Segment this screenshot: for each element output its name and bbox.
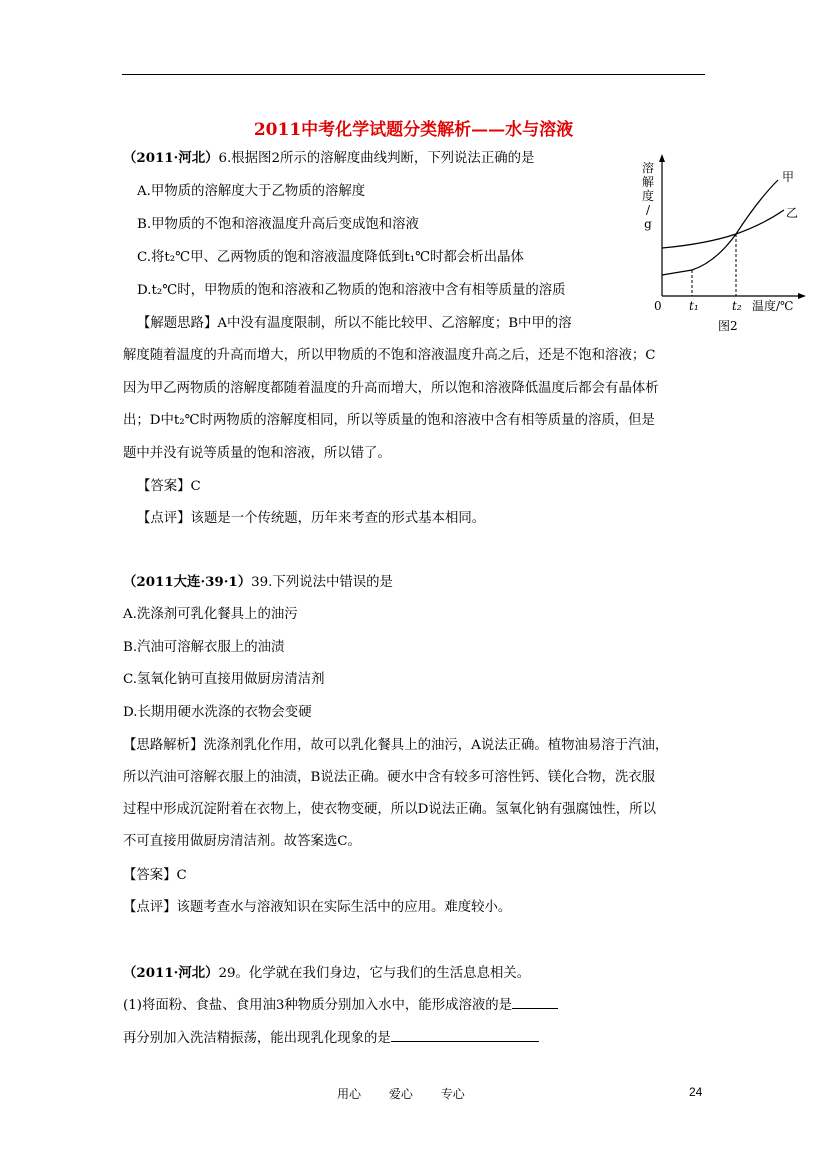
q1-comment: 【点评】该题是一个传统题，历年来考查的形式基本相同。 (137, 511, 486, 526)
q1-analysis-line-5: 题中并没有说等质量的饱和溶液，所以错了。 (123, 446, 391, 461)
q1-analysis-line-2: 解度随着温度的升高而增大，所以甲物质的不饱和溶液温度升高之后，还是不饱和溶液；C (123, 348, 656, 363)
footer (337, 1085, 489, 1102)
q3-answer-blank-1[interactable] (512, 996, 558, 1009)
header-rule (122, 74, 705, 75)
figure-caption: 图2 (718, 319, 738, 333)
q3-part-1-text: (1)将面粉、食盐、食用油3种物质分别加入水中，能形成溶液的是 (123, 998, 513, 1013)
q3-stem: 29。化学就在我们身边，它与我们的生活息息相关。 (218, 966, 531, 981)
q3-part-2 (123, 1029, 539, 1049)
figure-t1: t₁ (689, 299, 699, 313)
q1-analysis-line-3: 因为甲乙两物质的溶解度都随着温度的升高而增大，所以饱和溶液降低温度后都会有晶体析 (123, 381, 659, 396)
footer-text-c: 专心 (440, 1087, 465, 1101)
curve-yi (662, 210, 784, 248)
q2-source: （2011大连·39·1） (123, 574, 252, 590)
q1-answer: 【答案】C (137, 479, 201, 494)
q2-stem-line (123, 572, 393, 593)
q2-stem: 39.下列说法中错误的是 (251, 575, 393, 590)
q3-source: （2011·河北） (123, 965, 219, 981)
page-title: 2011中考化学试题分类解析——水与溶液 (253, 120, 574, 140)
q2-option-d: D.长期用硬水洗涤的衣物会变硬 (123, 705, 312, 720)
curve-jia (662, 180, 778, 275)
q1-analysis-line-4: 出；D中t₂℃时两物质的溶解度相同，所以等质量的饱和溶液中含有相等质量的溶质，但是 (123, 413, 655, 428)
q1-analysis-line-1: 【解题思路】A中没有温度限制，所以不能比较甲、乙溶解度；B中甲的溶 (137, 316, 572, 331)
q3-answer-blank-2[interactable] (391, 1029, 539, 1042)
solubility-figure (636, 150, 808, 342)
q2-option-c: C.氢氧化钠可直接用做厨房清洁剂 (123, 672, 325, 687)
figure-origin: 0 (654, 299, 662, 313)
figure-xlabel: 温度/℃ (752, 299, 794, 313)
series-label-yi: 乙 (786, 206, 799, 220)
q1-option-a: A.甲物质的溶解度大于乙物质的溶解度 (137, 184, 366, 199)
q2-analysis-line-2: 所以汽油可溶解衣服上的油渍，B说法正确。硬水中含有较多可溶性钙、镁化合物，洗衣服 (123, 770, 656, 785)
q2-comment: 【点评】该题考查水与溶液知识在实际生活中的应用。难度较小。 (123, 900, 512, 915)
q3-stem-line (123, 963, 530, 984)
q1-option-b: B.甲物质的不饱和溶液温度升高后变成饱和溶液 (137, 217, 419, 232)
q1-stem: 6.根据图2所示的溶解度曲线判断，下列说法正确的是 (218, 151, 535, 166)
q2-analysis-line-4: 不可直接用做厨房清洁剂。故答案选C。 (123, 834, 361, 849)
q3-part-2-text: 再分别加入洗洁精振荡，能出现乳化现象的是 (123, 1031, 391, 1046)
q2-option-a: A.洗涤剂可乳化餐具上的油污 (123, 607, 298, 622)
q1-source: （2011·河北） (123, 150, 219, 166)
figure-t2: t₂ (732, 299, 742, 313)
figure-ylabel: 溶解度/ g (641, 161, 655, 231)
footer-text-a: 用心 (337, 1087, 362, 1101)
q2-analysis-line-1: 【思路解析】洗涤剂乳化作用，故可以乳化餐具上的油污，A说法正确。植物油易溶于汽油， (123, 738, 669, 753)
page-number: 24 (689, 1085, 703, 1099)
q1-option-c: C.将t₂℃甲、乙两物质的饱和溶液温度降低到t₁℃时都会析出晶体 (137, 250, 524, 265)
q1-stem-line (123, 148, 534, 169)
q1-option-d: D.t₂℃时，甲物质的饱和溶液和乙物质的饱和溶液中含有相等质量的溶质 (137, 283, 566, 298)
q2-answer: 【答案】C (123, 868, 187, 883)
q2-analysis-line-3: 过程中形成沉淀附着在衣物上，使衣物变硬，所以D说法正确。氢氧化钠有强腐蚀性，所以 (123, 802, 656, 817)
series-label-jia: 甲 (782, 170, 795, 184)
q2-option-b: B.汽油可溶解衣服上的油渍 (123, 640, 285, 655)
q3-part-1 (123, 996, 558, 1016)
footer-text-b: 爱心 (388, 1087, 413, 1101)
